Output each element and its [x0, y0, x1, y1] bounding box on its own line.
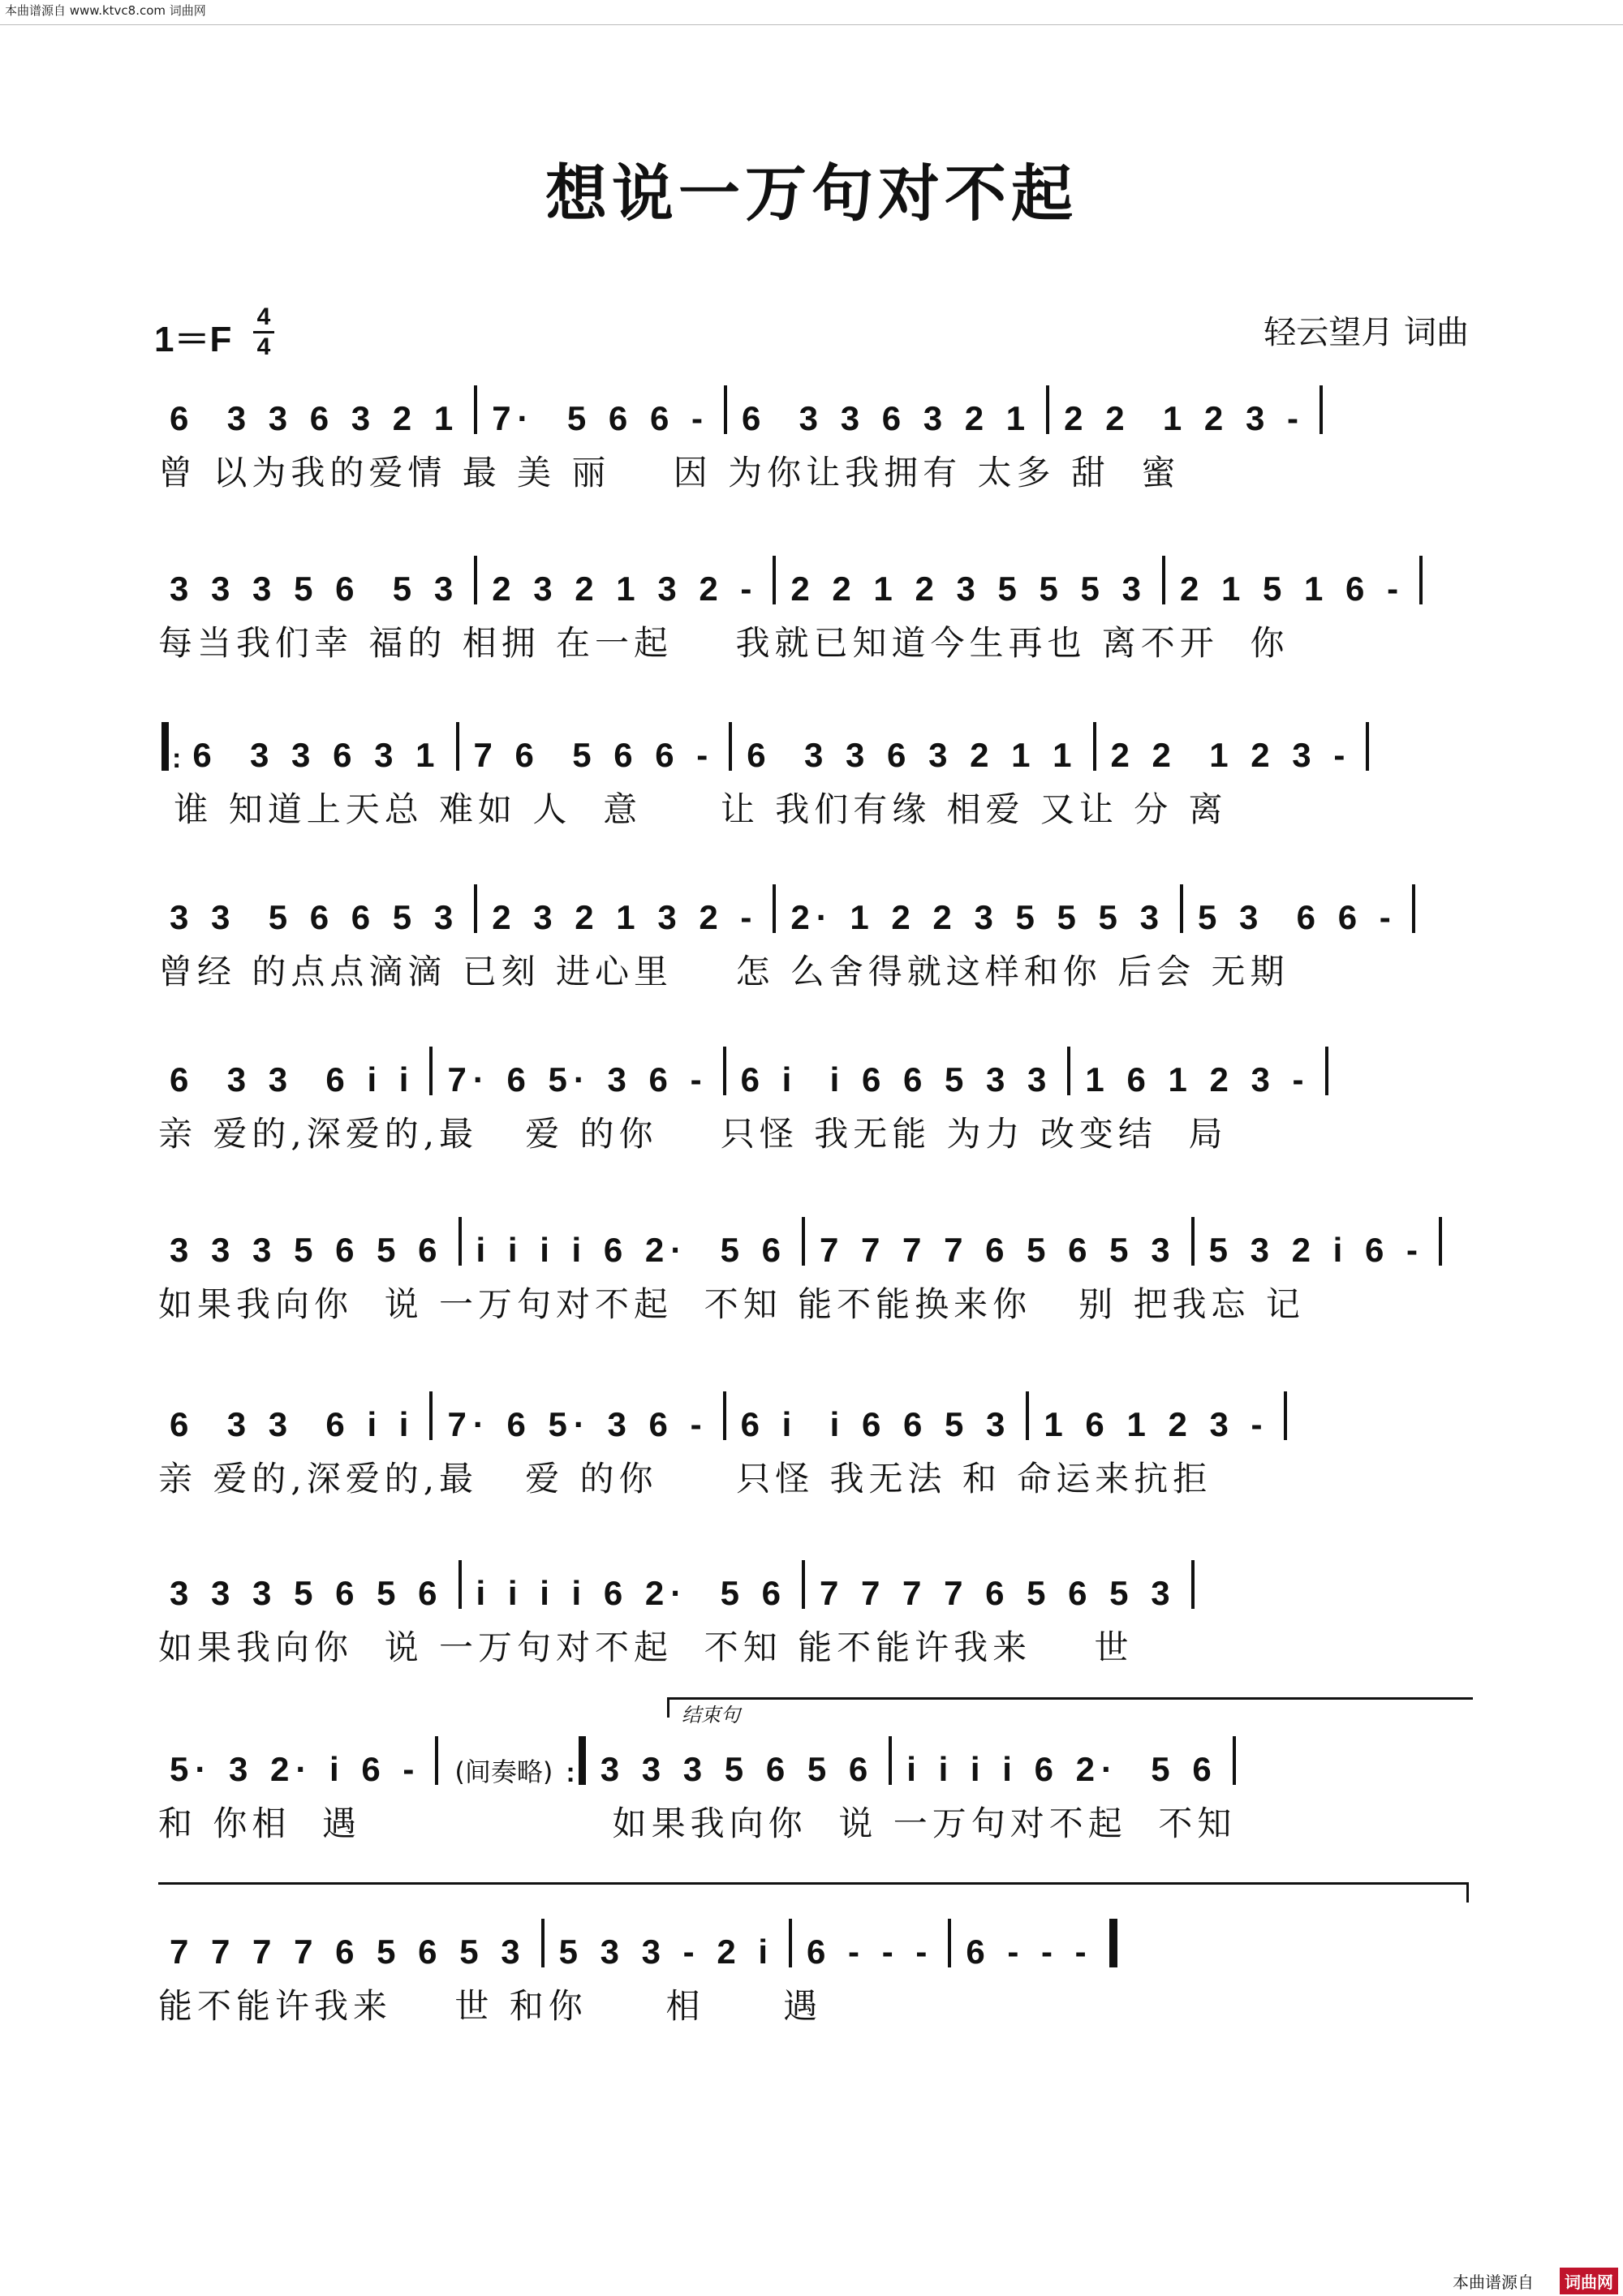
footer-source-text: 本曲谱源自	[1453, 2272, 1534, 2292]
barline	[435, 1736, 438, 1785]
measure: 7 7 7 7 6 5 6 5 3	[819, 1574, 1177, 1612]
measure: 6 3 3 6 3 2 1	[170, 399, 460, 437]
score-row-3	[158, 718, 1473, 832]
measure: 5 3 6 6 -	[1197, 898, 1397, 936]
score-row-4	[158, 880, 1473, 994]
time-signature	[253, 305, 274, 359]
barline	[723, 1047, 726, 1095]
notes-line	[158, 1043, 1473, 1099]
song-title: 想说一万句对不起	[545, 157, 1078, 230]
barline	[789, 1919, 792, 1967]
measure: 7 7 7 7 6 5 6 5 3	[170, 1933, 527, 1971]
interlude-note: (间奏略)	[454, 1756, 553, 1787]
measure: i i i i 6 2· 5 6	[476, 1231, 787, 1269]
barline	[723, 1391, 726, 1440]
barline	[456, 722, 459, 771]
barline	[1026, 1391, 1029, 1440]
time-signature-top: 4	[256, 303, 271, 330]
measure: i i i i 6 2· 5 6	[906, 1750, 1218, 1788]
measure: 3 3 3 5 6 5 6	[170, 1231, 444, 1269]
lyrics-line: 曾 以为我的爱情 最 美 丽 因 为你让我拥有 太多 甜 蜜	[158, 453, 1181, 492]
score-row-5	[158, 1043, 1473, 1156]
measure: 1 6 1 2 3 -	[1044, 1405, 1269, 1443]
measure: 2 2 1 2 3 5 5 5 3	[790, 570, 1147, 608]
notes-line	[158, 1556, 1473, 1613]
measure: 1 6 1 2 3 -	[1085, 1060, 1311, 1099]
repeat-dots: :	[172, 743, 182, 774]
barline	[773, 556, 776, 604]
barline	[1162, 556, 1165, 604]
barline	[458, 1217, 462, 1266]
credit: 轻云望月 词曲	[1264, 314, 1469, 351]
repeat-dots: :	[566, 1757, 575, 1788]
measure: 6 3 3 6 3 2 1	[741, 399, 1032, 437]
measure: 5 3 3 - 2 i	[558, 1933, 775, 1971]
measure: 2· 1 2 2 3 5 5 5 3	[790, 898, 1165, 936]
final-barline	[1109, 1919, 1117, 1967]
barline	[773, 884, 776, 933]
barline	[1233, 1736, 1236, 1785]
score-row-2	[158, 552, 1473, 665]
repeat-start-barline	[161, 722, 169, 771]
score-row-6	[158, 1213, 1473, 1326]
measure: 3 3 5 6 6 5 3	[170, 898, 460, 936]
notes-line	[158, 381, 1473, 438]
barline	[729, 722, 732, 771]
measure: 2 1 5 1 6 -	[1179, 570, 1406, 608]
notes-line	[158, 880, 1473, 937]
barline	[1191, 1560, 1195, 1609]
notes-line	[158, 1732, 1473, 1789]
measure: 6 - - -	[966, 1933, 1093, 1971]
lyrics-line: 能不能许我来 世 和你 相 遇	[158, 1986, 823, 2026]
barline	[1419, 556, 1423, 604]
barline	[1191, 1217, 1195, 1266]
notes-line	[158, 1387, 1473, 1444]
score-row-1	[158, 381, 1473, 495]
score-row-7	[158, 1387, 1473, 1501]
notes-line	[158, 1213, 1473, 1270]
measure: 6 i i 6 6 5 3 3	[740, 1060, 1053, 1099]
barline	[429, 1047, 433, 1095]
lyrics-line: 如果我向你 说 一万句对不起 不知 能不能许我来 世	[158, 1627, 1134, 1667]
barline	[802, 1560, 805, 1609]
measure: 7 7 7 7 6 5 6 5 3	[819, 1231, 1177, 1269]
ending-bracket-continued	[158, 1882, 1469, 1903]
barline	[724, 385, 727, 434]
measure: 2 3 2 1 3 2 -	[492, 570, 759, 608]
ending-label: 结束句	[682, 1704, 740, 1726]
measure: 7· 5 6 6 -	[492, 399, 709, 437]
barline	[458, 1560, 462, 1609]
barline	[1412, 884, 1415, 933]
measure: 5 3 2 i 6 -	[1208, 1231, 1424, 1269]
barline	[802, 1217, 805, 1266]
barline	[1093, 722, 1096, 771]
footer-logo: 词曲网	[1560, 2268, 1618, 2294]
measure: 2 2 1 2 3 -	[1064, 399, 1305, 437]
measure: 7 6 5 6 6 -	[473, 736, 715, 774]
barline	[1067, 1047, 1070, 1095]
score-row-10	[158, 1915, 1473, 2028]
measure: 6 i i 6 6 5 3	[740, 1405, 1012, 1443]
barline	[1319, 385, 1323, 434]
barline	[1180, 884, 1183, 933]
barline	[1046, 385, 1049, 434]
measure: 6 3 3 6 3 1	[192, 736, 441, 774]
notes-line	[158, 718, 1473, 775]
lyrics-line: 亲 爱的,深爱的,最 爱 的你 只怪 我无能 为力 改变结 局	[158, 1114, 1228, 1154]
measure: 3 3 3 5 6 5 6	[170, 1574, 444, 1612]
barline	[474, 556, 477, 604]
barline	[948, 1919, 951, 1967]
measure: 6 - - -	[807, 1933, 934, 1971]
barline	[1284, 1391, 1287, 1440]
barline	[474, 385, 477, 434]
ending-bracket	[667, 1697, 1473, 1718]
barline	[429, 1391, 433, 1440]
lyrics-line: 每当我们幸 福的 相拥 在一起 我就已知道今生再也 离不开 你	[158, 623, 1289, 663]
barline	[541, 1919, 545, 1967]
score-row-9	[158, 1732, 1473, 1846]
header-source-url: 本曲谱源自 www.ktvc8.com 词曲网	[5, 3, 206, 18]
measure: 3 3 3 5 6 5 3	[170, 570, 460, 608]
header-divider	[0, 24, 1623, 25]
lyrics-line: 亲 爱的,深爱的,最 爱 的你 只怪 我无法 和 命运来抗拒	[158, 1459, 1212, 1498]
notes-line	[158, 552, 1473, 608]
barline	[474, 884, 477, 933]
measure: i i i i 6 2· 5 6	[476, 1574, 787, 1612]
key-signature: 1＝F	[154, 320, 232, 359]
measure: 7· 6 5· 3 6 -	[447, 1060, 708, 1099]
measure: 2 2 1 2 3 -	[1110, 736, 1352, 774]
barline	[1325, 1047, 1328, 1095]
lyrics-line: 如果我向你 说 一万句对不起 不知 能不能换来你 别 把我忘 记	[158, 1284, 1305, 1324]
measure: 3 3 3 5 6 5 6	[600, 1750, 875, 1788]
measure: 5· 3 2· i 6 -	[170, 1750, 421, 1788]
measure: 2 3 2 1 3 2 -	[492, 898, 759, 936]
score-row-8	[158, 1556, 1473, 1670]
lyrics-line: 和 你相 遇 如果我向你 说 一万句对不起 不知	[158, 1804, 1237, 1843]
measure: 6 3 3 6 3 2 1 1	[747, 736, 1078, 774]
notes-line	[158, 1915, 1473, 1971]
lyrics-line: 谁 知道上天总 难如 人 意 让 我们有缘 相爱 又让 分 离	[158, 789, 1228, 829]
barline	[1439, 1217, 1442, 1266]
measure: 7· 6 5· 3 6 -	[447, 1405, 708, 1443]
lyrics-line: 曾经 的点点滴滴 已刻 进心里 怎 么舍得就这样和你 后会 无期	[158, 952, 1289, 991]
time-signature-bottom: 4	[256, 333, 271, 360]
measure: 6 3 3 6 i i	[170, 1060, 415, 1099]
repeat-end-barline	[579, 1736, 586, 1785]
measure: 6 3 3 6 i i	[170, 1405, 415, 1443]
barline	[1366, 722, 1369, 771]
barline	[889, 1736, 892, 1785]
